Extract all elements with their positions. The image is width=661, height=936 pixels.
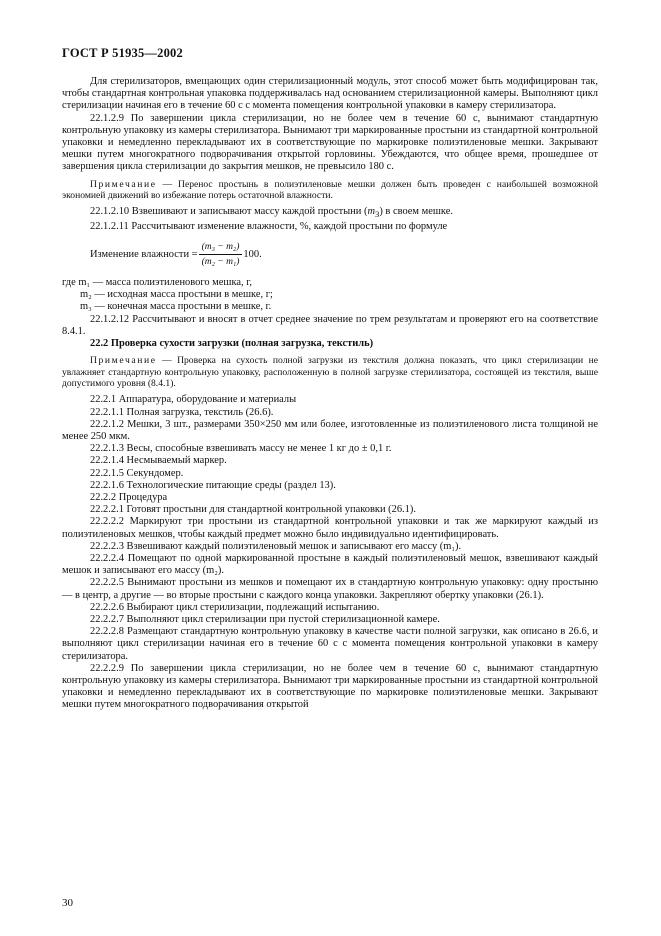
definition-m2: m₂ — исходная масса простыни в мешке, г; [80, 289, 273, 301]
note-2 [62, 355, 598, 389]
document-code-header: ГОСТ Р 51935—2002 [62, 46, 183, 60]
paragraph-22-1-2-12: 22.1.2.12 Рассчитывают и вносят в отчет среднее значение по трем результатам и проверяют его на соответствие 8.4.1. [62, 313, 598, 337]
list-item: 22.2.1.2 Мешки, 3 шт., размерами 350×250 мм или более, изготовленные из полиэтиленового листа толщиной не менее 250 мкм. [62, 418, 598, 442]
page-number: 30 [62, 897, 73, 909]
text-part: 22.1.2.10 Взвешивают и записывают массу каждой простыни ( [90, 206, 368, 218]
note-text: — Перенос простынь в полиэтиленовые мешки должен быть проведен с наибольшей возможной экономией движений во избежание потерь остаточной влажности. [62, 178, 598, 202]
list-item: 22.2.1.6 Технологические питающие среды (раздел 13). [90, 479, 336, 491]
definition-m3: m₃ — конечная масса простыни в мешке, г. [80, 301, 272, 313]
list-item: 22.2.1.3 Весы, способные взвешивать массу не менее 1 кг до ± 0,1 г. [90, 443, 392, 455]
text-part: ) в своем мешке. [379, 206, 453, 218]
list-item: 22.2.2.5 Вынимают простыни из мешков и помещают их в стандартную контрольную упаковку: одну простыню — в центр, а другие — во вторые простыни с каждого конца упаковки. Закрепляют обертку упаковки (26.1). [62, 577, 598, 601]
formula [90, 239, 598, 271]
list-item: 22.2.2.1 Готовят простыни для стандартной контрольной упаковки (26.1). [90, 504, 416, 516]
formula-label: Изменение влажности = [90, 248, 198, 260]
note-label: Примечание [90, 355, 157, 367]
note-text: — Проверка на сухость полной загрузки из текстиля должна показать, что цикл стерилизации не увлажняет стандартную контрольную упаковку, расположенную в полной загрузке стерилизатора, состоящей из текстиля, выше допустимого уровня (8.4.1). [62, 355, 598, 389]
subscript: 3 [375, 209, 380, 220]
section-heading-22-2: 22.2 Проверка сухости загрузки (полная загрузка, текстиль) [90, 337, 374, 349]
list-item: 22.2.2.8 Размещают стандартную контрольную упаковку в качестве части полной загрузки, как описано в 26.6, и выполняют цикл стерилизации начиная его в течение 60 с с момента помещения контрольной упаковки в камеру стерилизатора. [62, 626, 598, 662]
list-item: 22.2.1.4 Несмываемый маркер. [90, 455, 227, 467]
definition-m1: где m₁ — масса полиэтиленового мешка, г, [62, 276, 252, 288]
list-item: 22.2.1.1 Полная загрузка, текстиль (26.6). [90, 406, 274, 418]
variable-m: m [367, 206, 375, 218]
paragraph-22-1-2-11: 22.1.2.11 Рассчитывают изменение влажности, %, каждой простыни по формуле [90, 220, 448, 232]
formula-definitions [62, 277, 598, 314]
list-item: 22.2.2.7 Выполняют цикл стерилизации при пустой стерилизационной камере. [90, 614, 440, 626]
formula-denominator: (m₂ − m₁) [201, 257, 240, 268]
list-item: 22.2.2 Процедура [90, 491, 168, 503]
paragraph-22-1-2-9: 22.1.2.9 По завершении цикла стерилизации, но не более чем в течение 60 с, вынимают стандартную контрольную упаковку из камеры стерилизатора. Вынимают три маркированные простыни из стандартной контрольной упаковки и немедленно перекладывают их в соответствующие по маркировке полиэтиленовые мешки. Закрывают мешки путем многократного подворачивания открытой горловины. Убеждаются, что общее время, прошедшее от завершения цикла стерилизации до закрытия мешков, не превысило 180 с. [62, 112, 598, 173]
list-item: 22.2.1 Аппаратура, оборудование и материалы [90, 394, 297, 406]
note-label: Примечание [90, 178, 157, 190]
formula-fraction [199, 241, 243, 268]
paragraph-22-1-2-10 [62, 206, 598, 220]
document-body [62, 76, 598, 712]
list-item: 22.2.2.2 Маркируют три простыни из стандартной контрольной упаковки и так же маркируют каждый из полиэтиленовых мешков, чтобы каждый предмет можно было индивидуально идентифицировать. [62, 516, 598, 540]
list-item: 22.2.2.3 Взвешивают каждый полиэтиленовый мешок и записывают его массу (m₁). [90, 540, 462, 552]
list-item: 22.2.2.4 Помещают по одной маркированной простыне в каждый полиэтиленовый мешок, взвешивают каждый мешок и записывают его массу (m₂). [62, 553, 598, 577]
list-item: 22.2.1.5 Секундомер. [90, 467, 184, 479]
formula-multiplier: 100. [243, 248, 262, 260]
list-item: 22.2.2.6 Выбирают цикл стерилизации, подлежащий испытанию. [90, 601, 380, 613]
list-item: 22.2.2.9 По завершении цикла стерилизации, но не более чем в течение 60 с, вынимают стандартную контрольную упаковку из камеры стерилизатора. Вынимают три маркированные простыни из стандартной контрольной упаковки и немедленно перекладывают их в соответствующие по маркировке полиэтиленовые мешки. Закрывают мешки путем многократного подворачивания открытой [62, 662, 598, 711]
formula-numerator: (m₃ − m₂) [199, 241, 243, 255]
note-1 [62, 179, 598, 202]
paragraph: Для стерилизаторов, вмещающих один стерилизационный модуль, этот способ может быть модифицирован так, чтобы стандартная контрольная упаковка поддерживалась над основанием стерилизационной камеры. Выполняют цикл стерилизации начиная его в течение 60 с с момента помещения контрольной упаковки в камеру стерилизатора. [62, 76, 598, 112]
